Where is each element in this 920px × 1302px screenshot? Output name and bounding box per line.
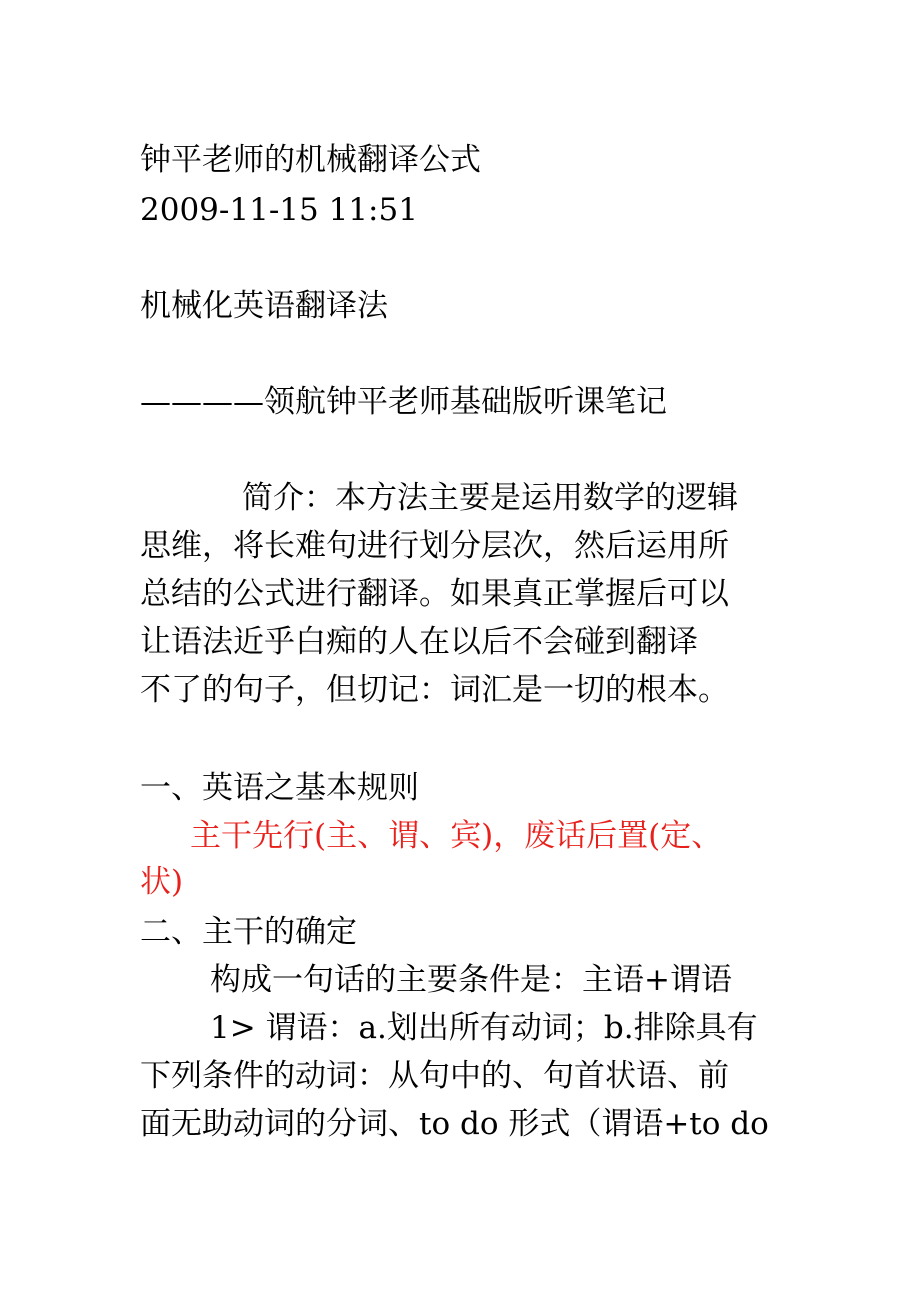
rule-line: 主干先行(主、谓、宾)，废话后置(定、	[190, 818, 723, 854]
document-title: 钟平老师的机械翻译公式	[140, 142, 481, 178]
section-heading: 机械化英语翻译法	[140, 288, 388, 324]
rule-line: 状)	[140, 864, 184, 900]
intro-line: 不了的句子，但切记：词汇是一切的根本。	[140, 672, 729, 708]
intro-line: 总结的公式进行翻译。如果真正掌握后可以	[140, 576, 729, 612]
document-datetime: 2009-11-15 11:51	[140, 192, 418, 228]
section1-title: 一、英语之基本规则	[140, 770, 419, 806]
intro-line: 简介：本方法主要是运用数学的逻辑	[242, 480, 738, 516]
section2-line: 面无助动词的分词、to do 形式（谓语+to do	[140, 1106, 769, 1142]
subheading: ————领航钟平老师基础版听课笔记	[140, 384, 667, 420]
section2-line: 构成一句话的主要条件是：主语+谓语	[210, 962, 732, 998]
section2-line: 下列条件的动词：从句中的、句首状语、前	[140, 1058, 729, 1094]
intro-line: 思维，将长难句进行划分层次，然后运用所	[140, 528, 729, 564]
section2-title: 二、主干的确定	[140, 914, 357, 950]
section2-line: 1> 谓语：a.划出所有动词；b.排除具有	[210, 1010, 758, 1046]
intro-line: 让语法近乎白痴的人在以后不会碰到翻译	[140, 624, 698, 660]
